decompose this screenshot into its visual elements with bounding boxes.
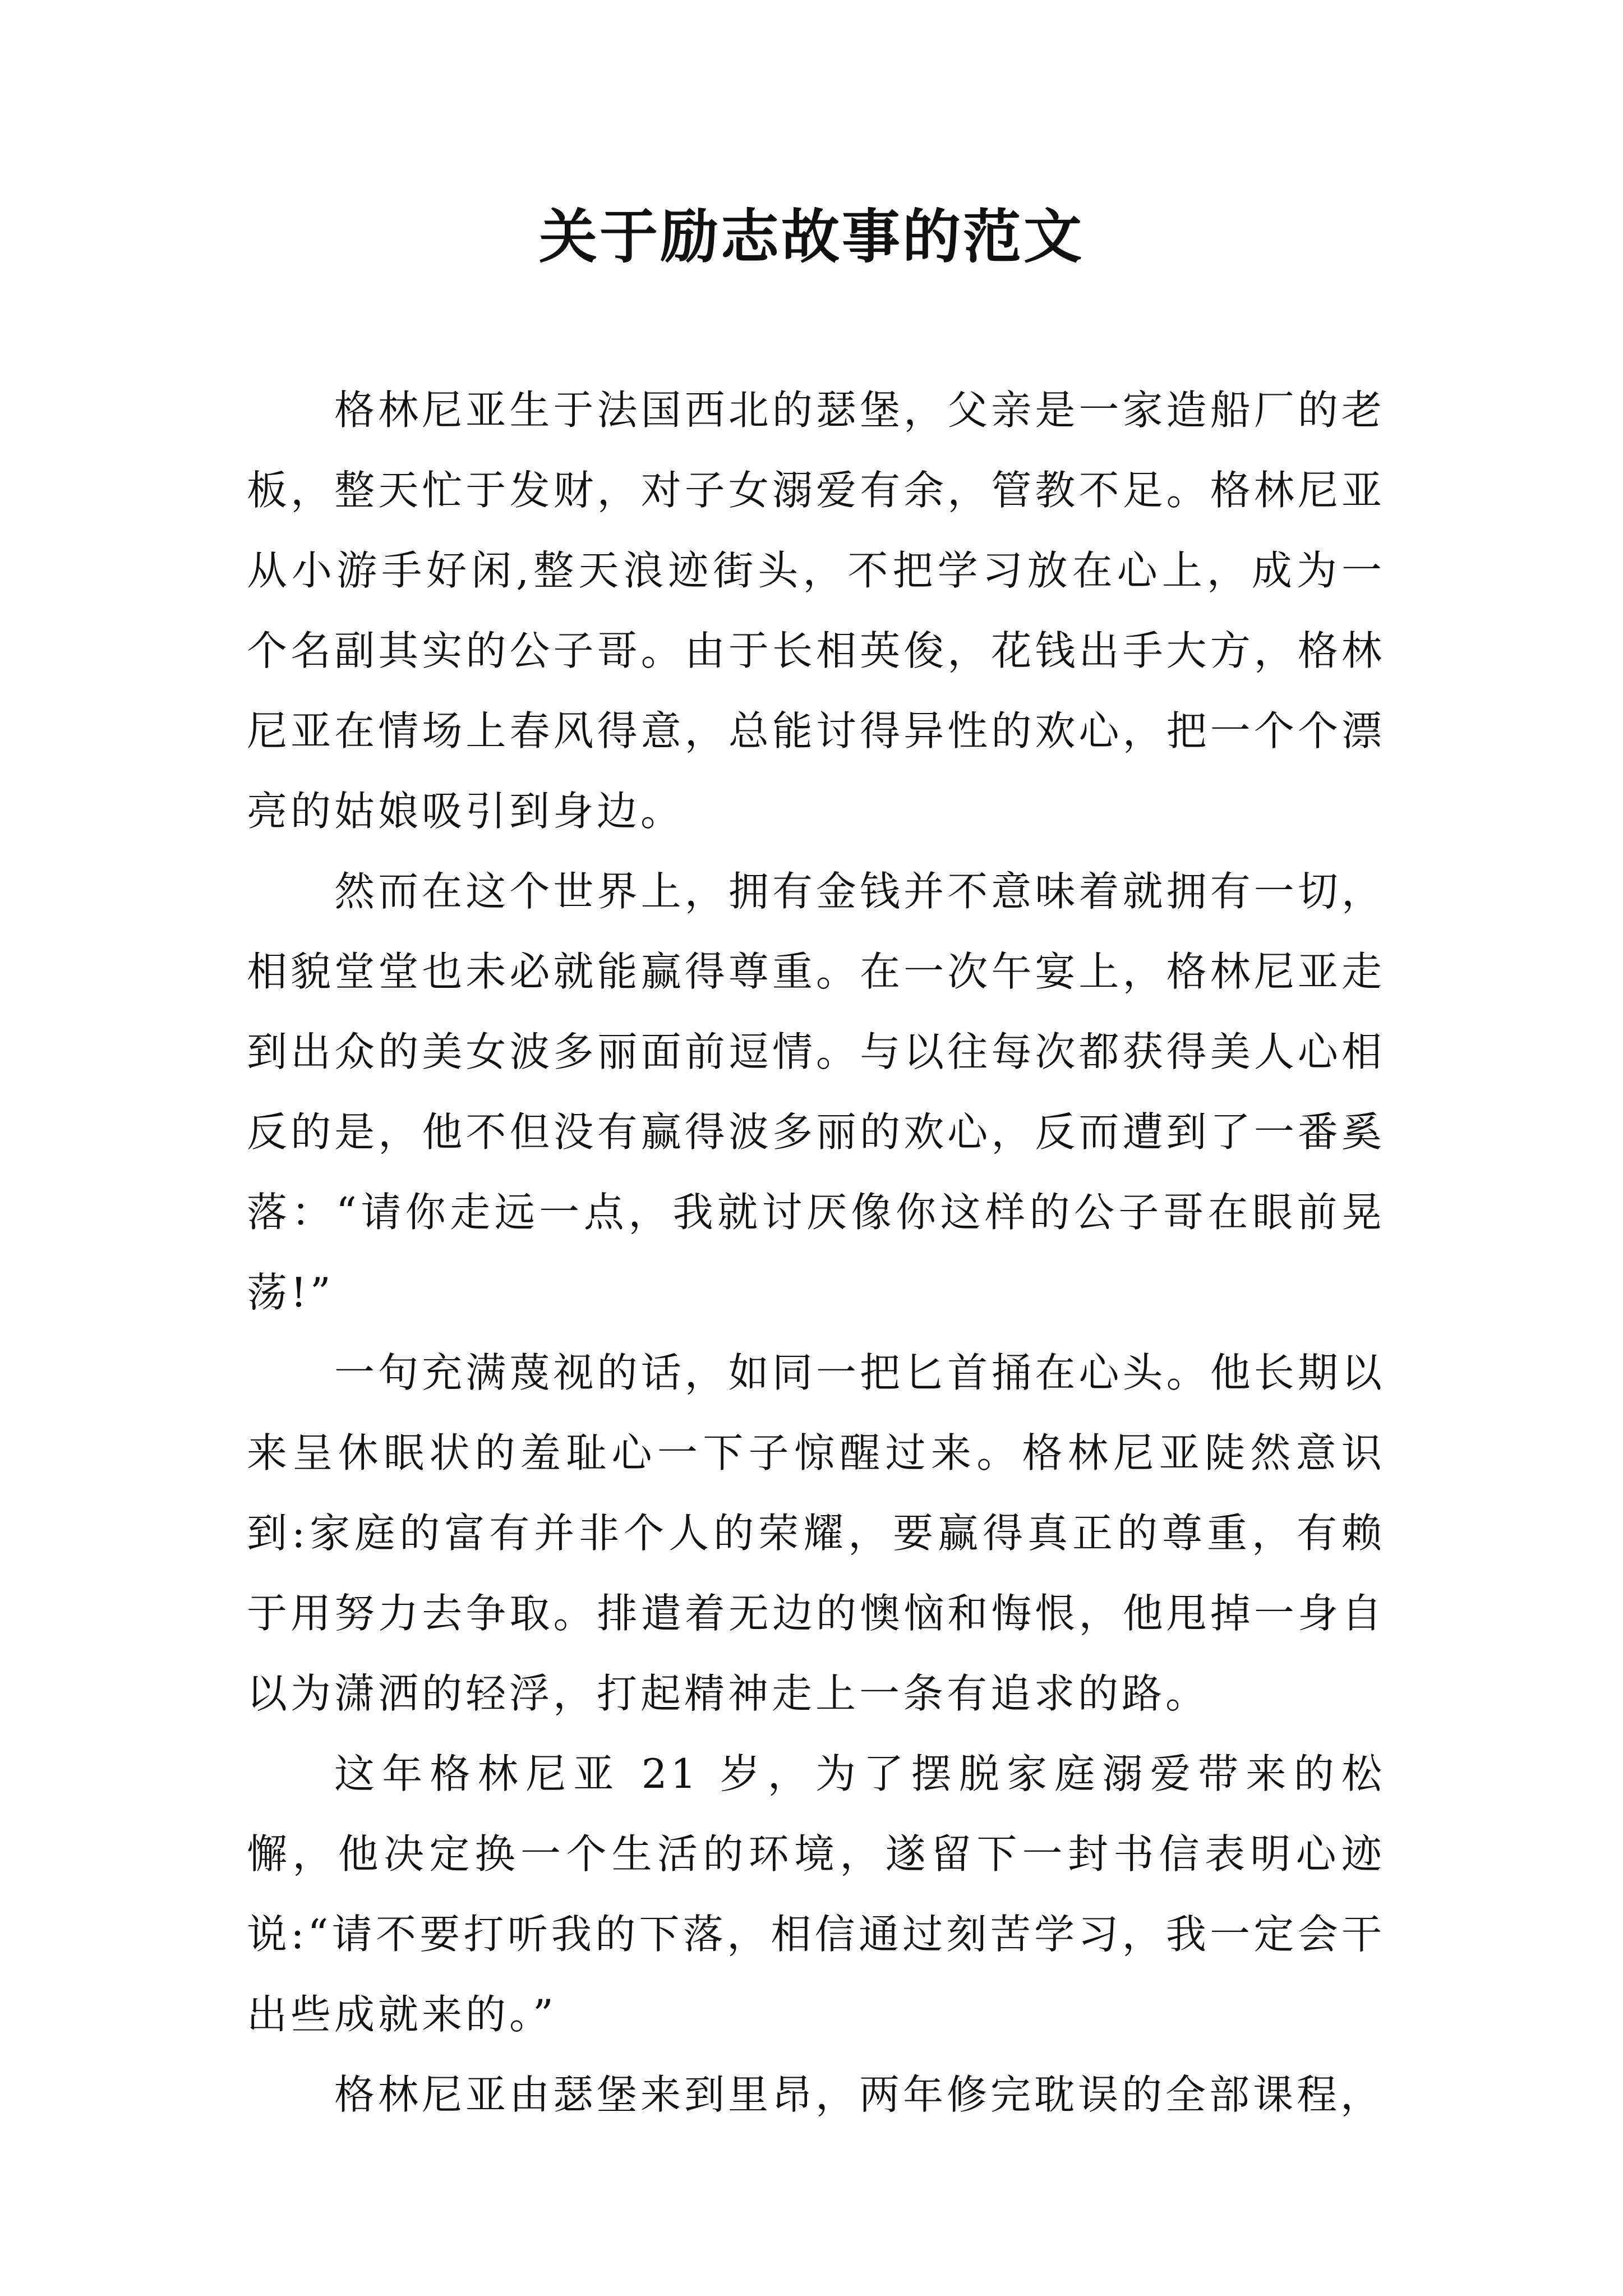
paragraph-2: 然而在这个世界上，拥有金钱并不意味着就拥有一切，相貌堂堂也未必就能赢得尊重。在一次午宴上，格林尼亚走到出众的美女波多丽面前逗情。与以往每次都获得美人心相反的是，他不但没有赢得波多丽的欢心，反而遭到了一番奚落：“请你走远一点，我就讨厌像你这样的公子哥在眼前晃荡!” (247, 868, 1385, 1316)
paragraph-1: 格林尼亚生于法国西北的瑟堡，父亲是一家造船厂的老板，整天忙于发财，对子女溺爱有余，管教不足。格林尼亚从小游手好闲,整天浪迹街头，不把学习放在心上，成为一个名副其实的公子哥。由于长相英俊，花钱出手大方，格林尼亚在情场上春风得意，总能讨得异性的欢心，把一个个漂亮的姑娘吸引到身边。 (247, 386, 1385, 835)
document-title: 关于励志故事的范文 (538, 202, 1084, 271)
paragraph-3: 一句充满蔑视的话，如同一把匕首捅在心头。他长期以来呈休眠状的羞耻心一下子惊醒过来。格林尼亚陡然意识到:家庭的富有并非个人的荣耀，要赢得真正的尊重，有赖于用努力去争取。排遣着无边的懊恼和悔恨，他甩掉一身自以为潇洒的轻浮，打起精神走上一条有追求的路。 (247, 1349, 1385, 1717)
paragraph-5: 格林尼亚由瑟堡来到里昂，两年修完耽误的全部课程， (334, 2071, 1385, 2118)
paragraph-4: 这年格林尼亚 21 岁，为了摆脱家庭溺爱带来的松懈，他决定换一个生活的环境，遂留下一封书信表明心迹说:“请不要打听我的下落，相信通过刻苦学习，我一定会干出些成就来的。” (247, 1750, 1385, 2038)
document-body (247, 370, 1385, 2135)
